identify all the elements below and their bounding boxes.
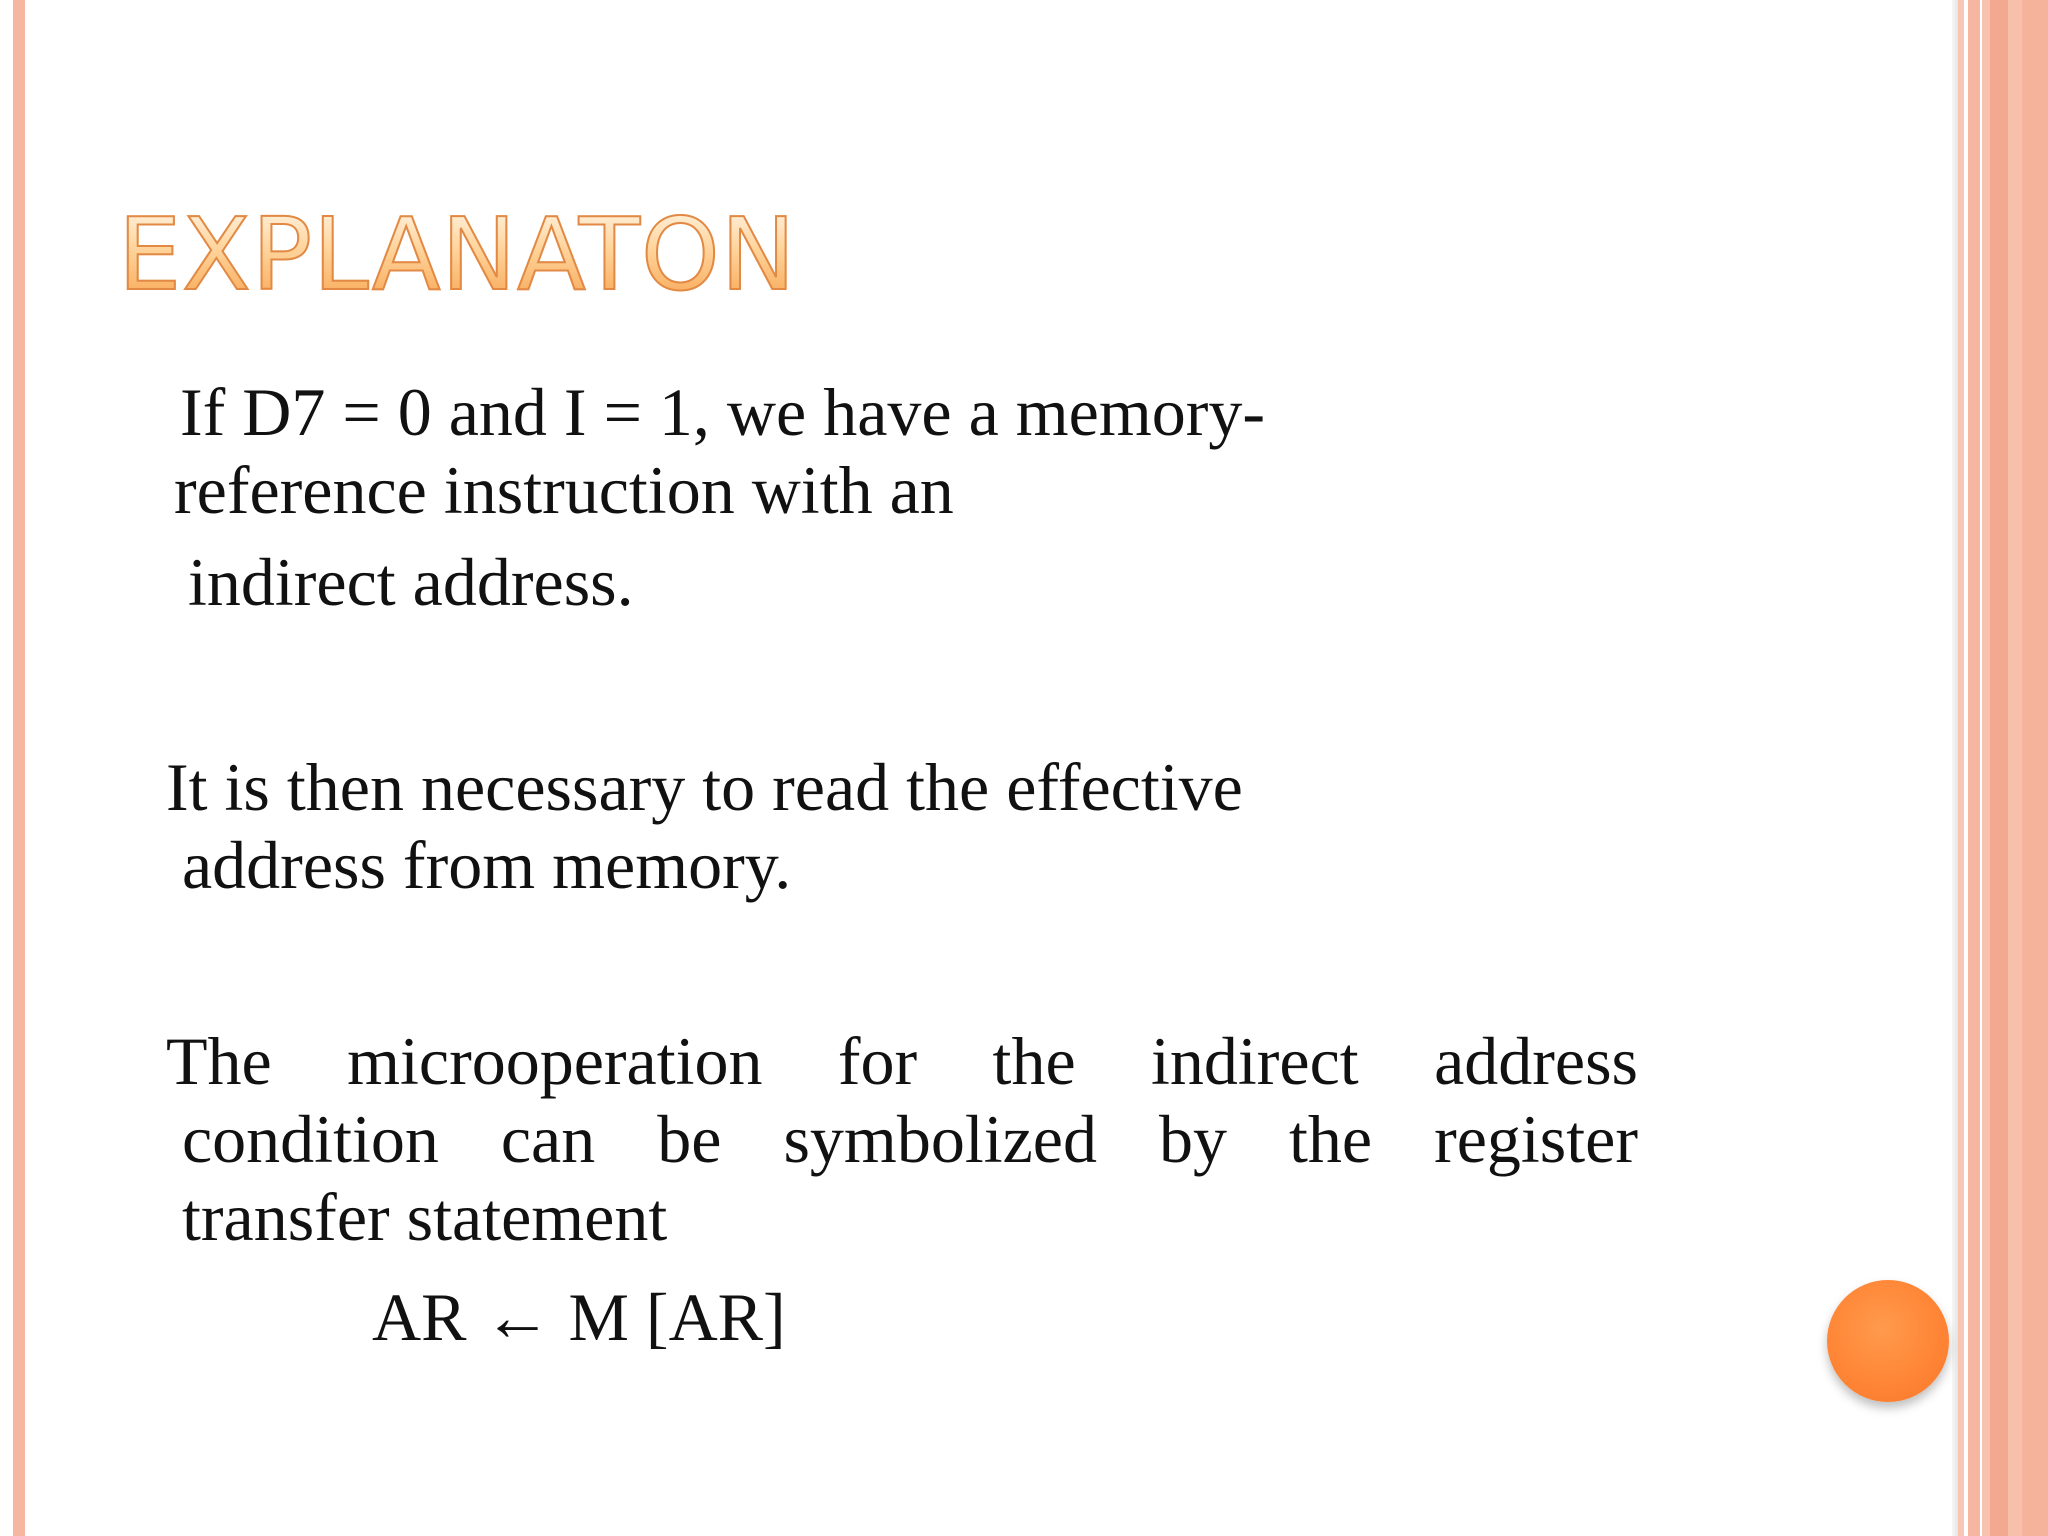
text-line: The microoperation for the indirect address xyxy=(166,1023,1638,1099)
right-border-stripe xyxy=(2008,0,2022,1536)
text-line: condition can be symbolized by the register xyxy=(182,1101,1638,1177)
slide-title: EXPLANATON xyxy=(118,196,797,313)
paragraph-indirect-address xyxy=(174,373,1266,621)
text-line: reference instruction with an xyxy=(174,452,954,528)
paragraph-effective-address xyxy=(166,748,1243,904)
text-line: transfer statement xyxy=(182,1179,668,1255)
orange-circle-decoration xyxy=(1827,1280,1949,1402)
right-border-stripe xyxy=(1968,0,1980,1536)
text-line: It is then necessary to read the effective xyxy=(166,749,1243,825)
text-line: If D7 = 0 and I = 1, we have a memory- xyxy=(180,374,1266,450)
text-line: address from memory. xyxy=(182,827,792,903)
right-border-stripe xyxy=(2022,0,2048,1536)
paragraph-microoperation xyxy=(166,1022,1638,1256)
register-transfer-formula: AR ← M [AR] xyxy=(372,1279,786,1355)
right-border-stripe xyxy=(1990,0,2008,1536)
right-border-stripe xyxy=(1958,0,1964,1536)
right-border-stripe xyxy=(1982,0,1990,1536)
left-border-stripe xyxy=(13,0,25,1536)
text-line: indirect address. xyxy=(188,544,634,620)
